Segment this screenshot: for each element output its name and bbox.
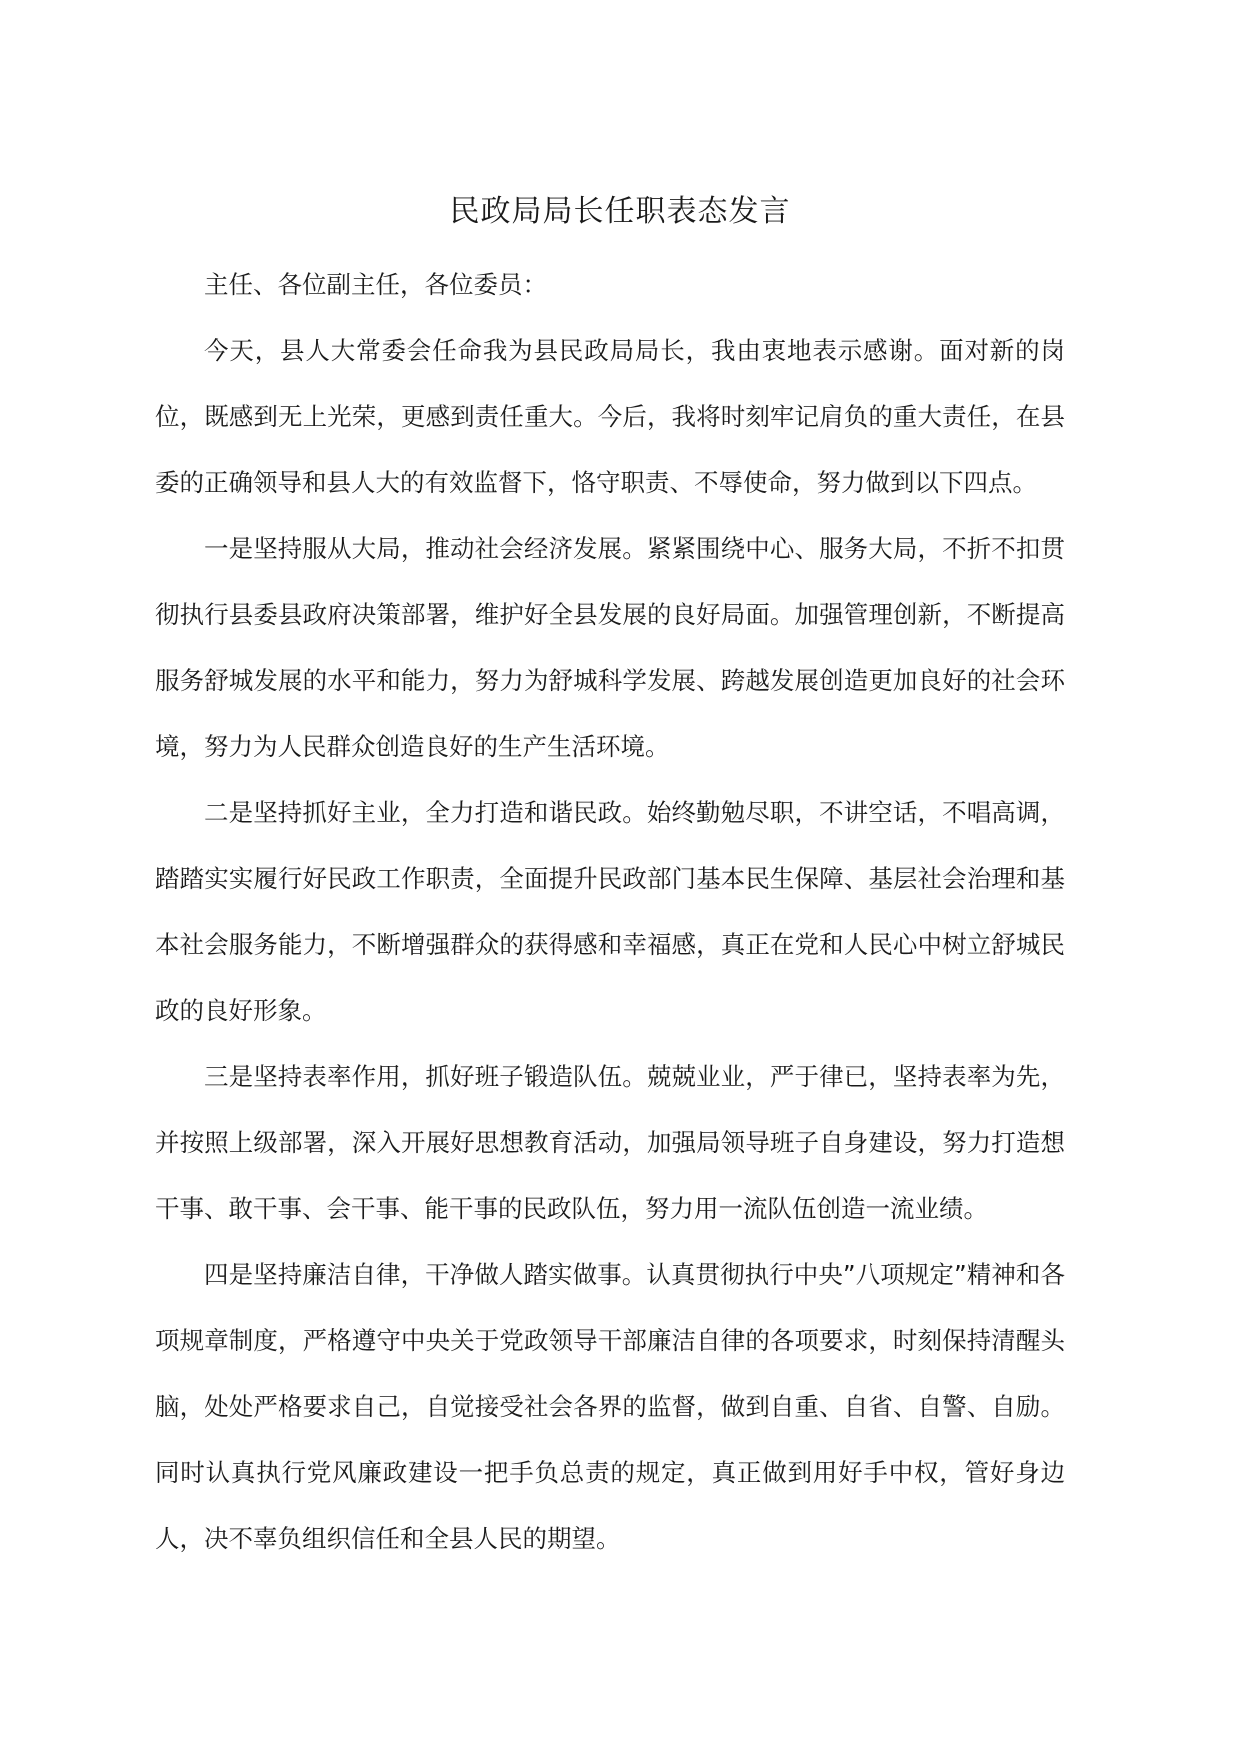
paragraph-point-three: 三是坚持表率作用，抓好班子锻造队伍。兢兢业业，严于律已，坚持表率为先，并按照上级部署，深入开展好思想教育活动，加强局领导班子自身建设，努力打造想干事、敢干事、会干事、能干事的民政队伍，努力用一流队伍创造一流业绩。 bbox=[155, 1062, 1065, 1223]
salutation: 主任、各位副主任，各位委员： bbox=[204, 270, 547, 299]
document-body bbox=[155, 252, 1065, 1572]
document-title: 民政局局长任职表态发言 bbox=[449, 194, 791, 229]
paragraph-point-four: 四是坚持廉洁自律，干净做人踏实做事。认真贯彻执行中央”八项规定”精神和各项规章制度，严格遵守中央关于党政领导干部廉洁自律的各项要求，时刻保持清醒头脑，处处严格要求自己，自觉接受社会各界的监督，做到自重、自省、自警、自励。同时认真执行党风廉政建设一把手负总责的规定，真正做到用好手中权，管好身边人，决不辜负组织信任和全县人民的期望。 bbox=[155, 1260, 1065, 1553]
paragraph-intro: 今天，县人大常委会任命我为县民政局局长，我由衷地表示感谢。面对新的岗位，既感到无上光荣，更感到责任重大。今后，我将时刻牢记肩负的重大责任，在县委的正确领导和县人大的有效监督下，恪守职责、不辱使命，努力做到以下四点。 bbox=[155, 336, 1065, 497]
paragraph-point-two: 二是坚持抓好主业，全力打造和谐民政。始终勤勉尽职，不讲空话，不唱高调，踏踏实实履行好民政工作职责，全面提升民政部门基本民生保障、基层社会治理和基本社会服务能力，不断增强群众的获得感和幸福感，真正在党和人民心中树立舒城民政的良好形象。 bbox=[155, 798, 1065, 1025]
paragraph-point-one: 一是坚持服从大局，推动社会经济发展。紧紧围绕中心、服务大局，不折不扣贯彻执行县委县政府决策部署，维护好全县发展的良好局面。加强管理创新，不断提高服务舒城发展的水平和能力，努力为舒城科学发展、跨越发展创造更加良好的社会环境，努力为人民群众创造良好的生产生活环境。 bbox=[155, 534, 1065, 761]
